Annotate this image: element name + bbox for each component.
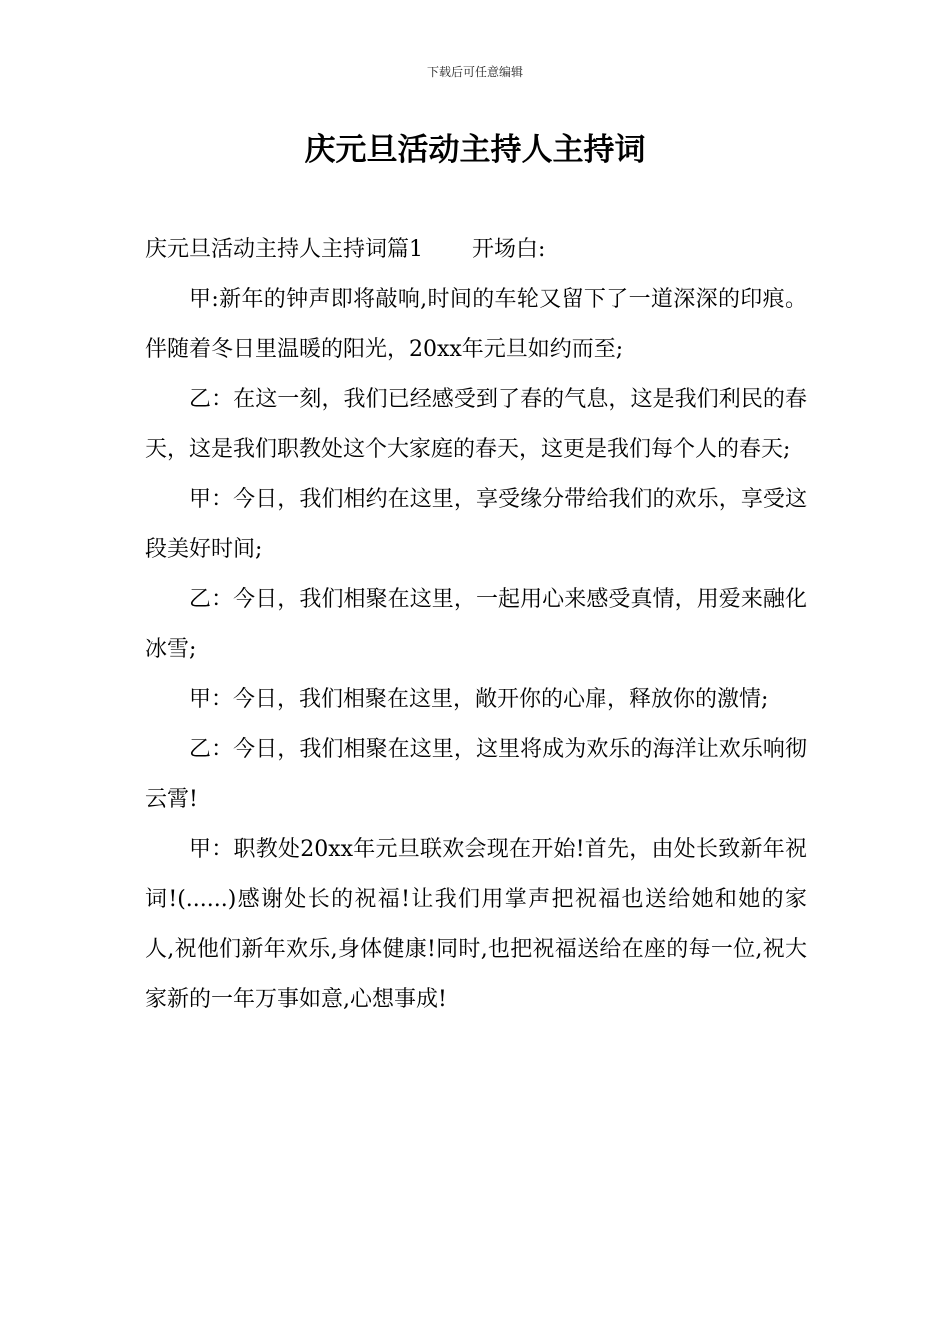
paragraph-4: 乙：今日，我们相聚在这里，一起用心来感受真情，用爱来融化冰雪; [145, 587, 807, 662]
section-heading: 庆元旦活动主持人主持词篇1 [145, 237, 423, 262]
paragraph-1: 甲:新年的钟声即将敲响,时间的车轮又留下了一道深深的印痕。伴随着冬日里温暖的阳光，20xx年元旦如约而至; [145, 287, 807, 362]
document-body [145, 225, 807, 1025]
section-label: 开场白: [471, 237, 546, 262]
paragraph-3: 甲：今日，我们相约在这里，享受缘分带给我们的欢乐，享受这段美好时间; [145, 487, 807, 562]
section-heading-line [145, 225, 807, 275]
document-title: 庆元旦活动主持人主持词 [304, 132, 646, 168]
paragraph-2: 乙：在这一刻，我们已经感受到了春的气息，这是我们利民的春天，这是我们职教处这个大家庭的春天，这更是我们每个人的春天; [145, 387, 807, 462]
header-note: 下载后可任意编辑 [426, 65, 523, 79]
paragraph-5: 甲：今日，我们相聚在这里，敞开你的心扉，释放你的激情; [189, 687, 769, 712]
paragraph-6: 乙：今日，我们相聚在这里，这里将成为欢乐的海洋让欢乐响彻云霄! [145, 737, 807, 812]
paragraph-7: 甲：职教处20xx年元旦联欢会现在开始!首先，由处长致新年祝词!(......)感谢处长的祝福!让我们用掌声把祝福也送给她和她的家 人,祝他们新年欢乐,身体健康!同时,也把祝福送给在座的每一位,祝大家新的一年万事如意,心想事成! [145, 837, 807, 1012]
